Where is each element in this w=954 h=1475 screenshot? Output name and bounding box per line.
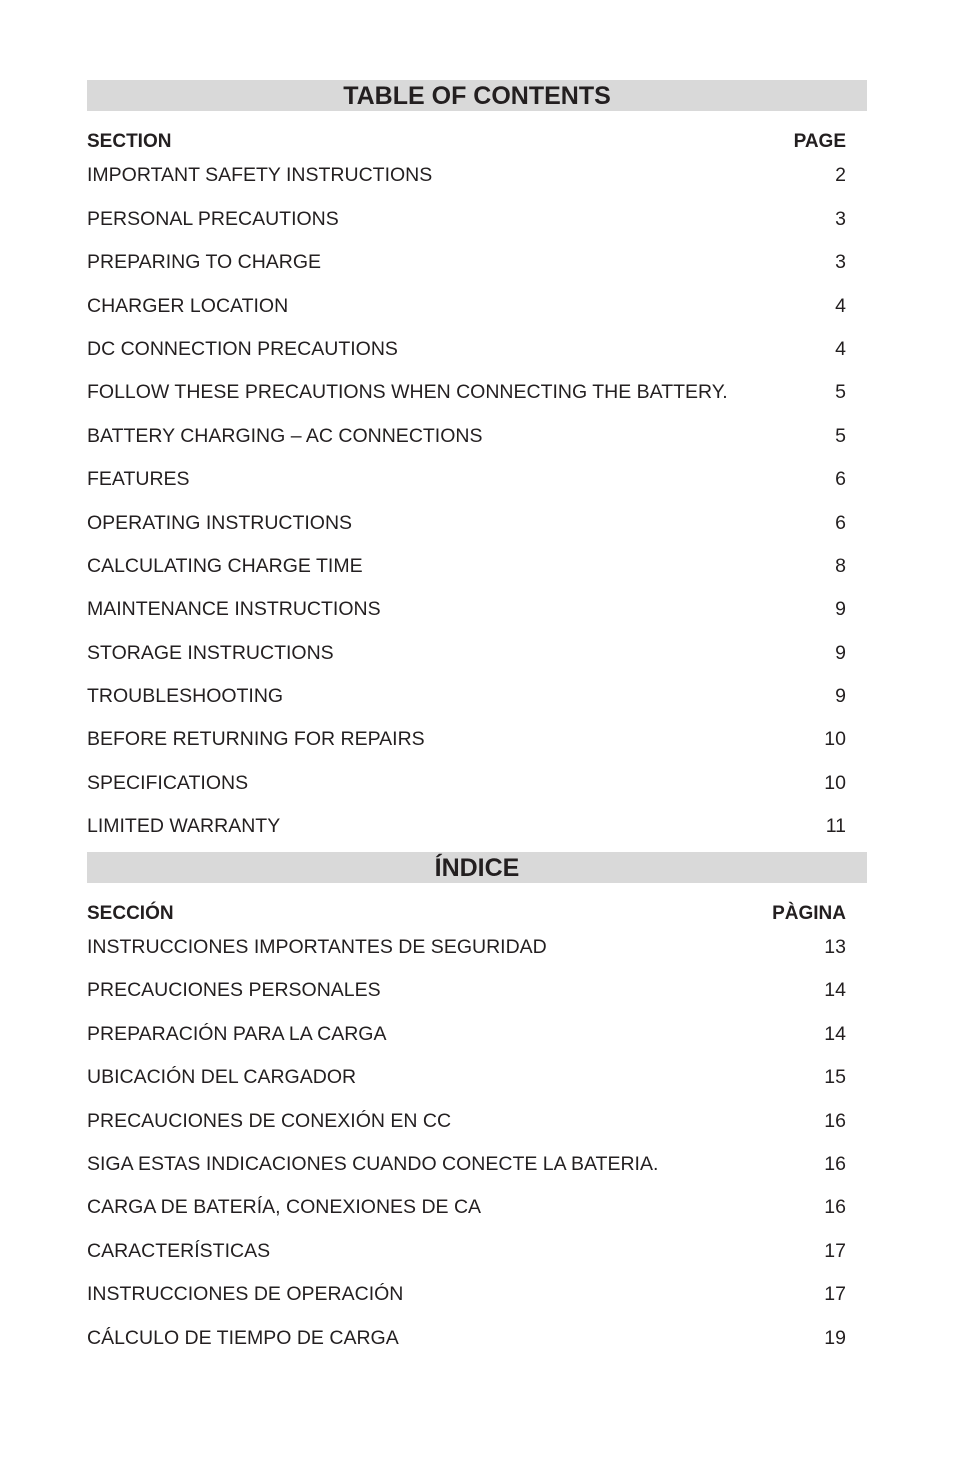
- toc-entry: [87, 371, 846, 414]
- toc-entry: [87, 328, 846, 371]
- toc-entry: [87, 1317, 846, 1360]
- toc-entry-page: 9: [835, 685, 846, 708]
- toc-entry-page: 2: [835, 164, 846, 187]
- toc-entry: [87, 1143, 846, 1186]
- toc-entry-page: 4: [835, 294, 846, 317]
- toc-entry: [87, 241, 846, 284]
- toc-entry-label: MAINTENANCE INSTRUCTIONS: [87, 598, 381, 621]
- toc-entry-label: PREPARING TO CHARGE: [87, 251, 322, 274]
- toc-entry-label: STORAGE INSTRUCTIONS: [87, 641, 334, 664]
- toc-entry-label: IMPORTANT SAFETY INSTRUCTIONS: [87, 164, 433, 187]
- toc-entry-label: BEFORE RETURNING FOR REPAIRS: [87, 728, 425, 751]
- indice-header-row: [87, 883, 846, 926]
- toc-entry-page: 11: [825, 815, 846, 838]
- toc-entry-page: 17: [824, 1239, 846, 1262]
- toc-entry-page: 17: [824, 1283, 846, 1306]
- document-page: [87, 80, 867, 1360]
- toc-entry-page: 6: [835, 511, 846, 534]
- toc-entry-page: 5: [835, 424, 846, 447]
- toc-entry: [87, 545, 846, 588]
- toc-entry: [87, 969, 846, 1012]
- toc-entry: [87, 415, 846, 458]
- toc-entry-label: PRECAUCIONES PERSONALES: [87, 979, 381, 1002]
- toc-entry-page: 9: [835, 641, 846, 664]
- toc-entry-page: 5: [835, 381, 846, 404]
- toc-entry-label: CARGA DE BATERÍA, CONEXIONES DE CA: [87, 1196, 482, 1219]
- toc-entry-label: TROUBLESHOOTING: [87, 685, 284, 708]
- toc-entry: [87, 1100, 846, 1143]
- indice-list: [87, 926, 867, 1360]
- toc-english: [87, 80, 867, 849]
- toc-entry: [87, 285, 846, 328]
- toc-entry-page: 16: [824, 1109, 846, 1132]
- toc-entry-page: 3: [835, 251, 846, 274]
- toc-entry: [87, 1056, 846, 1099]
- toc-entry: [87, 154, 846, 197]
- page-column-header: PAGE: [793, 131, 846, 152]
- toc-entry-label: UBICACIÓN DEL CARGADOR: [87, 1066, 357, 1089]
- toc-entry-page: 10: [824, 728, 846, 751]
- toc-entry-page: 3: [835, 207, 846, 230]
- toc-entry-page: 19: [824, 1326, 846, 1349]
- toc-entry: [87, 762, 846, 805]
- toc-list: [87, 154, 867, 848]
- toc-entry-label: FOLLOW THESE PRECAUTIONS WHEN CONNECTING THE BATTERY.: [87, 381, 728, 404]
- toc-entry: [87, 1186, 846, 1229]
- toc-entry-label: FEATURES: [87, 468, 190, 491]
- toc-entry: [87, 1013, 846, 1056]
- toc-entry-label: PERSONAL PRECAUTIONS: [87, 207, 339, 230]
- toc-entry-label: INSTRUCCIONES IMPORTANTES DE SEGURIDAD: [87, 936, 547, 959]
- toc-entry: [87, 718, 846, 761]
- toc-entry: [87, 1273, 846, 1316]
- toc-entry-label: PRECAUCIONES DE CONEXIÓN EN CC: [87, 1109, 452, 1132]
- toc-entry-page: 16: [824, 1152, 846, 1175]
- toc-entry-label: BATTERY CHARGING – AC CONNECTIONS: [87, 424, 483, 447]
- toc-entry: [87, 198, 846, 241]
- toc-entry-page: 14: [824, 1022, 846, 1045]
- toc-entry-label: INSTRUCCIONES DE OPERACIÓN: [87, 1283, 404, 1306]
- toc-entry-page: 13: [824, 936, 846, 959]
- toc-entry-page: 16: [824, 1196, 846, 1219]
- toc-entry-page: 9: [835, 598, 846, 621]
- pagina-column-header: PÀGINA: [772, 902, 846, 924]
- toc-entry-label: PREPARACIÓN PARA LA CARGA: [87, 1022, 387, 1045]
- toc-entry: [87, 926, 846, 969]
- indice-title: ÍNDICE: [87, 852, 867, 883]
- toc-entry-label: SIGA ESTAS INDICACIONES CUANDO CONECTE LA BATERIA.: [87, 1152, 659, 1175]
- toc-entry-label: DC CONNECTION PRECAUTIONS: [87, 337, 398, 360]
- toc-entry: [87, 502, 846, 545]
- toc-entry-label: CÁLCULO DE TIEMPO DE CARGA: [87, 1326, 399, 1349]
- toc-entry: [87, 632, 846, 675]
- toc-entry-label: LIMITED WARRANTY: [87, 815, 281, 838]
- seccion-column-header: SECCIÓN: [87, 902, 174, 924]
- toc-entry: [87, 1230, 846, 1273]
- toc-entry-label: OPERATING INSTRUCTIONS: [87, 511, 353, 534]
- toc-entry-page: 10: [824, 771, 846, 794]
- toc-title: TABLE OF CONTENTS: [87, 80, 867, 111]
- toc-entry-page: 8: [835, 554, 846, 577]
- toc-entry-label: CALCULATING CHARGE TIME: [87, 554, 363, 577]
- toc-spanish: [87, 852, 867, 1360]
- toc-entry: [87, 588, 846, 631]
- toc-entry: [87, 805, 846, 848]
- toc-entry-label: CARACTERÍSTICAS: [87, 1239, 271, 1262]
- toc-entry-label: CHARGER LOCATION: [87, 294, 289, 317]
- toc-entry-page: 6: [835, 468, 846, 491]
- toc-entry-page: 15: [824, 1066, 846, 1089]
- toc-entry-page: 4: [835, 337, 846, 360]
- toc-entry: [87, 675, 846, 718]
- toc-entry: [87, 458, 846, 501]
- toc-header-row: [87, 111, 846, 154]
- section-column-header: SECTION: [87, 131, 172, 152]
- toc-entry-page: 14: [824, 979, 846, 1002]
- toc-entry-label: SPECIFICATIONS: [87, 771, 249, 794]
